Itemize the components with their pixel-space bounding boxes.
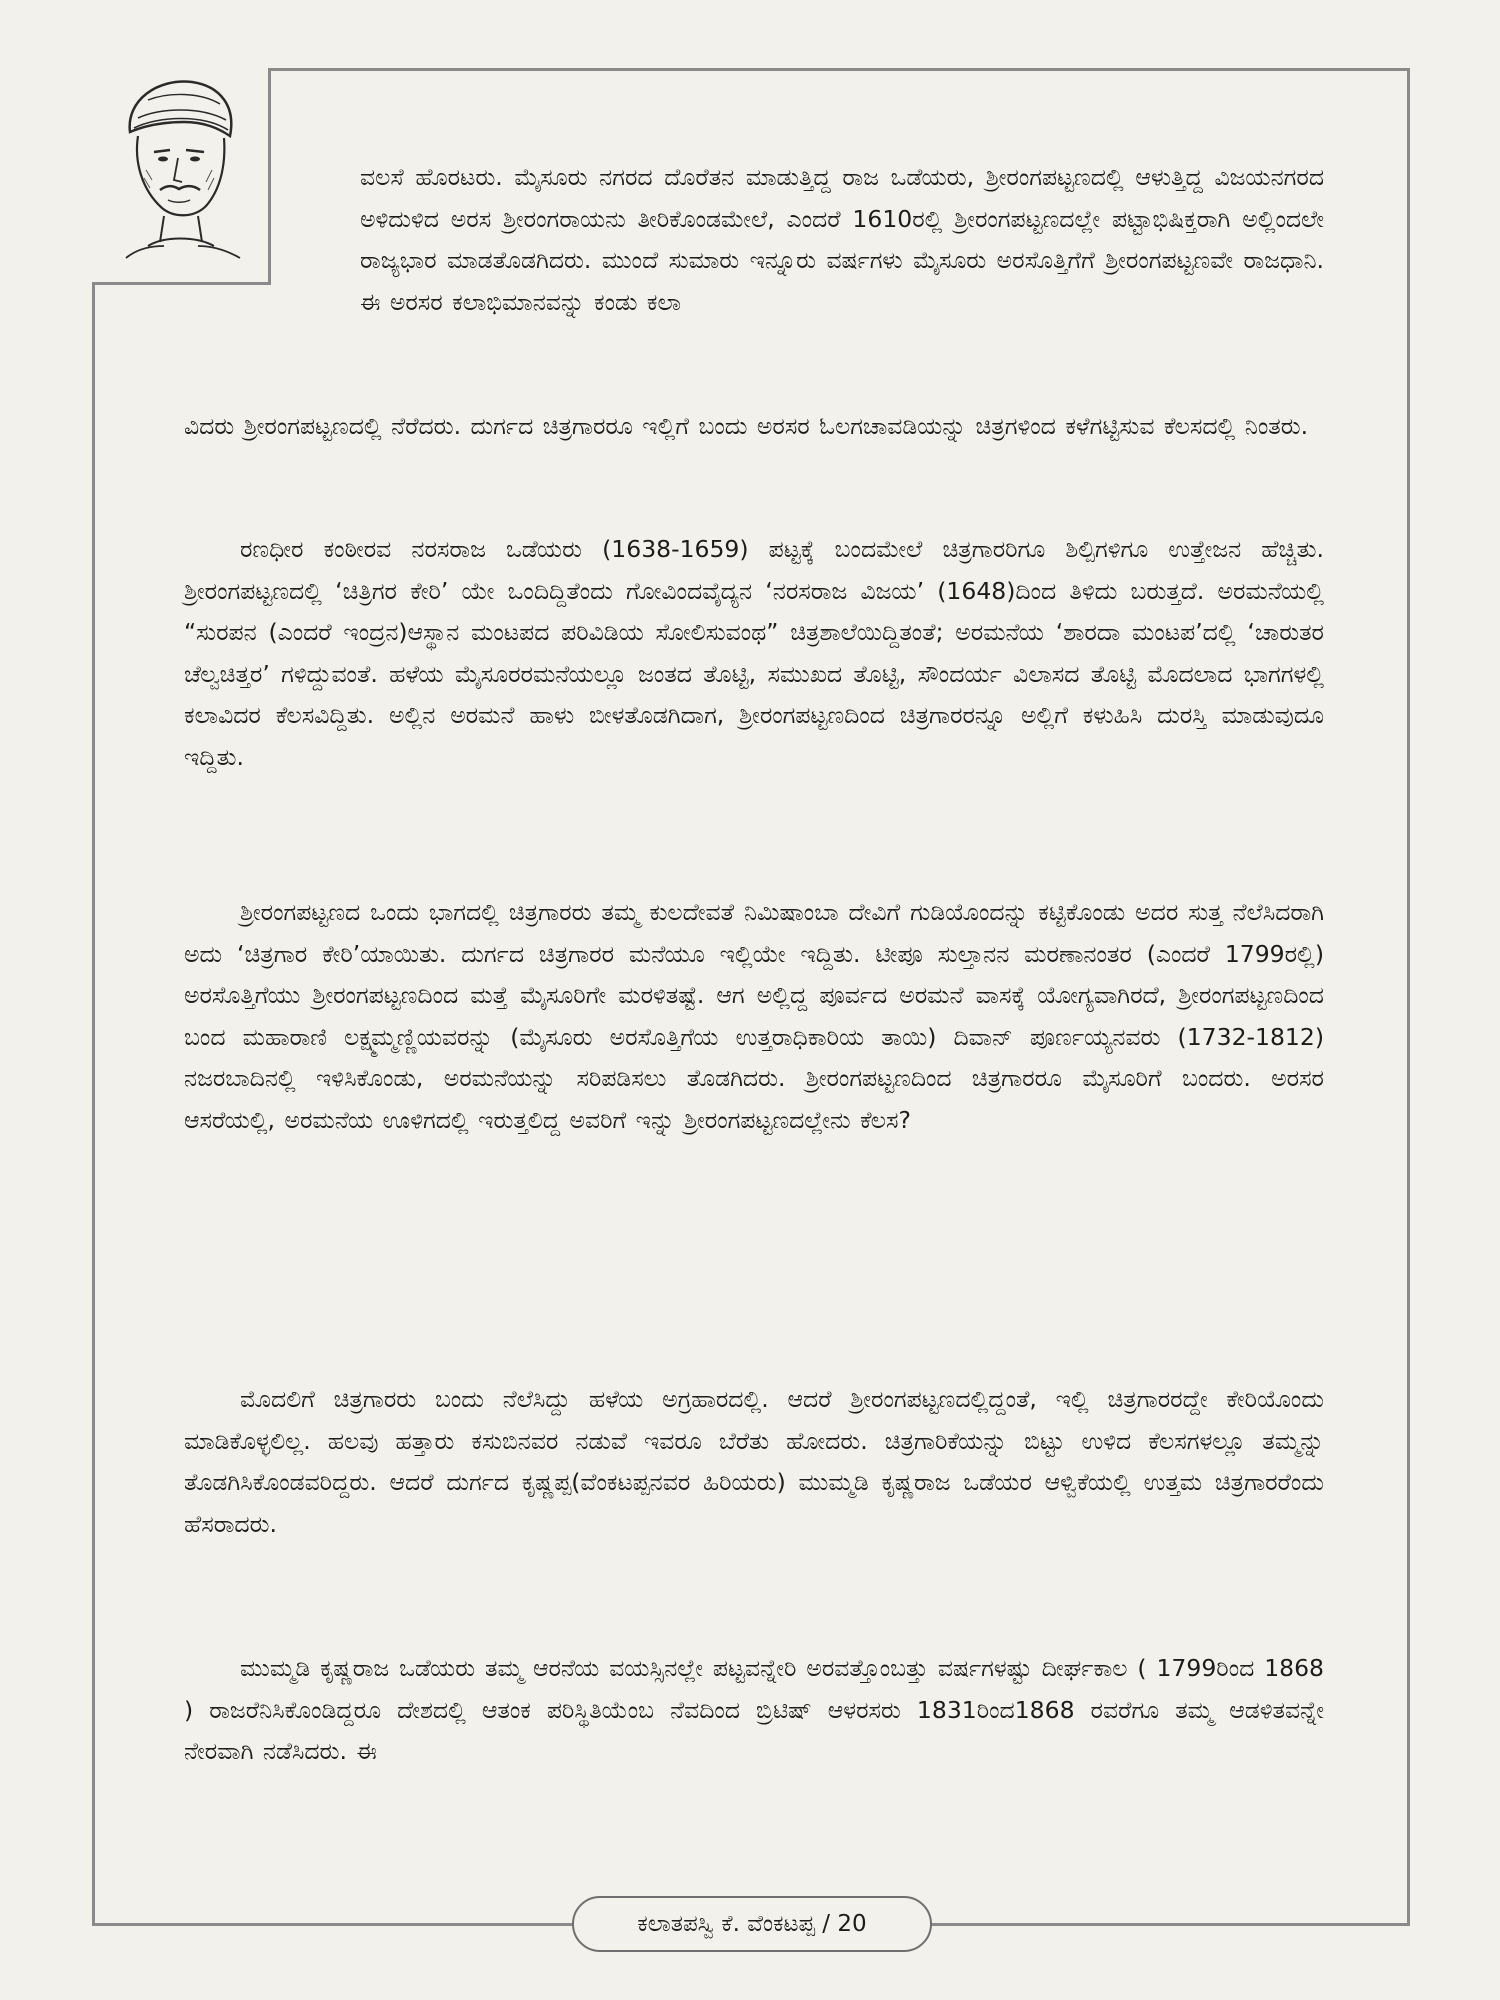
page-footer-label: ಕಲಾತಪಸ್ವಿ ಕೆ. ವೆಂಕಟಪ್ಪ / 20 bbox=[572, 1896, 932, 1952]
paragraph-1-lead: ವಲಸೆ ಹೊರಟರು. ಮೈಸೂರು ನಗರದ ದೊರೆತನ ಮಾಡುತ್ತಿದ್ದ ರಾಜ ಒಡೆಯರು, ಶ್ರೀರಂಗಪಟ್ಟಣದಲ್ಲಿ ಆಳುತ್ತಿದ್ದ ವಿಜಯನಗರದ ಅಳಿದುಳಿದ ಅರಸ ಶ್ರೀರಂಗರಾಯನು ತೀರಿಕೊಂಡಮೇಲೆ, ಎಂದರೆ 1610ರಲ್ಲಿ ಶ್ರೀರಂಗಪಟ್ಟಣದಲ್ಲೇ ಪಟ್ಟಾಭಿಷಿಕ್ತರಾಗಿ ಅಲ್ಲಿಂದಲೇ ರಾಜ್ಯಭಾರ ಮಾಡತೊಡಗಿದರು. ಮುಂದೆ ಸುಮಾರು ಇನ್ನೂರು ವರ್ಷಗಳು ಮೈಸೂರು ಅರಸೊತ್ತಿಗೆಗೆ ಶ್ರೀರಂಗಪಟ್ಟಣವೇ ರಾಜಧಾನಿ. ಈ ಅರಸರ ಕಲಾಭಿಮಾನವನ್ನು ಕಂಡು ಕಲಾ bbox=[360, 163, 1324, 316]
paragraph-2: ರಣಧೀರ ಕಂಠೀರವ ನರಸರಾಜ ಒಡೆಯರು (1638-1659) ಪಟ್ಟಕ್ಕೆ ಬಂದಮೇಲೆ ಚಿತ್ರಗಾರರಿಗೂ ಶಿಲ್ಪಿಗಳಿಗೂ ಉತ್ತೇಜನ ಹೆಚ್ಚಿತು. ಶ್ರೀರಂಗಪಟ್ಟಣದಲ್ಲಿ ‘ಚಿತ್ರಿಗರ ಕೇರಿ’ ಯೇ ಒಂದಿದ್ದಿತೆಂದು ಗೋವಿಂದವೈದ್ಯನ ‘ನರಸರಾಜ ವಿಜಯ’ (1648)ದಿಂದ ತಿಳಿದು ಬರುತ್ತದೆ. ಅರಮನೆಯಲ್ಲಿ “ಸುರಪನ (ಎಂದರೆ ಇಂದ್ರನ)ಆಸ್ಥಾನ ಮಂಟಪದ ಪರಿವಿಡಿಯ ಸೋಲಿಸುವಂಥ” ಚಿತ್ರಶಾಲೆಯಿದ್ದಿತಂತೆ; ಅರಮನೆಯ ‘ಶಾರದಾ ಮಂಟಪ’ದಲ್ಲಿ ‘ಚಾರುತರ ಚೆಲ್ವಚಿತ್ತರ’ ಗಳಿದ್ದುವಂತೆ. ಹಳೆಯ ಮೈಸೂರರಮನೆಯಲ್ಲೂ ಜಂತದ ತೊಟ್ಟಿ, ಸಮುಖದ ತೊಟ್ಟಿ, ಸೌಂದರ್ಯ ವಿಲಾಸದ ತೊಟ್ಟಿ ಮೊದಲಾದ ಭಾಗಗಳಲ್ಲಿ ಕಲಾವಿದರ ಕೆಲಸವಿದ್ದಿತು. ಅಲ್ಲಿನ ಅರಮನೆ ಹಾಳು ಬೀಳತೊಡಗಿದಾಗ, ಶ್ರೀರಂಗಪಟ್ಟಣದಿಂದ ಚಿತ್ರಗಾರರನ್ನೂ ಅಲ್ಲಿಗೆ ಕಳುಹಿಸಿ ದುರಸ್ತಿ ಮಾಡುವುದೂ ಇದ್ದಿತು. bbox=[184, 535, 1324, 771]
paragraph-5: ಮುಮ್ಮಡಿ ಕೃಷ್ಣರಾಜ ಒಡೆಯರು ತಮ್ಮ ಆರನೆಯ ವಯಸ್ಸಿನಲ್ಲೇ ಪಟ್ಟವನ್ನೇರಿ ಅರವತ್ತೊಂಬತ್ತು ವರ್ಷಗಳಷ್ಟು ದೀರ್ಘಕಾಲ ( 1799ರಿಂದ 1868 ) ರಾಜರೆನಿಸಿಕೊಂಡಿದ್ದರೂ ದೇಶದಲ್ಲಿ ಆತಂಕ ಪರಿಸ್ಥಿತಿಯೆಂಬ ನೆವದಿಂದ ಬ್ರಿಟಿಷ್ ಆಳರಸರು 1831ರಿಂದ1868 ರವರೆಗೂ ತಮ್ಮ ಆಡಳಿತವನ್ನೇ ನೇರವಾಗಿ ನಡೆಸಿದರು. ಈ bbox=[184, 1654, 1324, 1765]
paragraph-1 bbox=[184, 157, 1324, 323]
paragraph-3: ಶ್ರೀರಂಗಪಟ್ಟಣದ ಒಂದು ಭಾಗದಲ್ಲಿ ಚಿತ್ರಗಾರರು ತಮ್ಮ ಕುಲದೇವತೆ ನಿಮಿಷಾಂಬಾ ದೇವಿಗೆ ಗುಡಿಯೊಂದನ್ನು ಕಟ್ಟಿಕೊಂಡು ಅದರ ಸುತ್ತ ನೆಲೆಸಿದರಾಗಿ ಅದು ‘ಚಿತ್ರಗಾರ ಕೇರಿ’ಯಾಯಿತು. ದುರ್ಗದ ಚಿತ್ರಗಾರರ ಮನೆಯೂ ಇಲ್ಲಿಯೇ ಇದ್ದಿತು. ಟೀಪೂ ಸುಲ್ತಾನನ ಮರಣಾನಂತರ (ಎಂದರೆ 1799ರಲ್ಲಿ) ಅರಸೊತ್ತಿಗೆಯು ಶ್ರೀರಂಗಪಟ್ಟಣದಿಂದ ಮತ್ತೆ ಮೈಸೂರಿಗೇ ಮರಳಿತಷ್ಟೆ. ಆಗ ಅಲ್ಲಿದ್ದ ಪೂರ್ವದ ಅರಮನೆ ವಾಸಕ್ಕೆ ಯೋಗ್ಯವಾಗಿರದೆ, ಶ್ರೀರಂಗಪಟ್ಟಣದಿಂದ ಬಂದ ಮಹಾರಾಣಿ ಲಕ್ಷ್ಮಮ್ಮಣ್ಣಿಯವರನ್ನು (ಮೈಸೂರು ಅರಸೊತ್ತಿಗೆಯ ಉತ್ತರಾಧಿಕಾರಿಯ ತಾಯಿ) ದಿವಾನ್ ಪೂರ್ಣಯ್ಯನವರು (1732-1812) ನಜರಬಾದಿನಲ್ಲಿ ಇಳಿಸಿಕೊಂಡು, ಅರಮನೆಯನ್ನು ಸರಿಪಡಿಸಲು ತೊಡಗಿದರು. ಶ್ರೀರಂಗಪಟ್ಟಣದಿಂದ ಚಿತ್ರಗಾರರೂ ಮೈಸೂರಿಗೆ ಬಂದರು. ಅರಸರ ಆಸರೆಯಲ್ಲಿ, ಅರಮನೆಯ ಊಳಿಗದಲ್ಲಿ ಇರುತ್ತಲಿದ್ದ ಅವರಿಗೆ ಇನ್ನು ಶ್ರೀರಂಗಪಟ್ಟಣದಲ್ಲೇನು ಕೆಲಸ? bbox=[184, 898, 1324, 1134]
paragraph-4: ಮೊದಲಿಗೆ ಚಿತ್ರಗಾರರು ಬಂದು ನೆಲೆಸಿದ್ದು ಹಳೆಯ ಅಗ್ರಹಾರದಲ್ಲಿ. ಆದರೆ ಶ್ರೀರಂಗಪಟ್ಟಣದಲ್ಲಿದ್ದಂತೆ, ಇಲ್ಲಿ ಚಿತ್ರಗಾರರದ್ದೇ ಕೇರಿಯೊಂದು ಮಾಡಿಕೊಳ್ಳಲಿಲ್ಲ. ಹಲವು ಹತ್ತಾರು ಕಸುಬಿನವರ ನಡುವೆ ಇವರೂ ಬೆರೆತು ಹೋದರು. ಚಿತ್ರಗಾರಿಕೆಯನ್ನು ಬಿಟ್ಟು ಉಳಿದ ಕೆಲಸಗಳಲ್ಲೂ ತಮ್ಮನ್ನು ತೊಡಗಿಸಿಕೊಂಡವರಿದ್ದರು. ಆದರೆ ದುರ್ಗದ ಕೃಷ್ಣಪ್ಪ(ವೆಂಕಟಪ್ಪನವರ ಹಿರಿಯರು) ಮುಮ್ಮಡಿ ಕೃಷ್ಣರಾಜ ಒಡೆಯರ ಆಳ್ವಿಕೆಯಲ್ಲಿ ಉತ್ತಮ ಚಿತ್ರಗಾರರೆಂದು ಹೆಸರಾದರು. bbox=[184, 1385, 1324, 1538]
paragraph-1-tail: ವಿದರು ಶ್ರೀರಂಗಪಟ್ಟಣದಲ್ಲಿ ನೆರೆದರು. ದುರ್ಗದ ಚಿತ್ರಗಾರರೂ ಇಲ್ಲಿಗೆ ಬಂದು ಅರಸರ ಓಲಗಚಾವಡಿಯನ್ನು ಚಿತ್ರಗಳಿಂದ ಕಳೆಗಟ್ಟಿಸುವ ಕೆಲಸದಲ್ಲಿ ನಿಂತರು. bbox=[184, 412, 1309, 440]
